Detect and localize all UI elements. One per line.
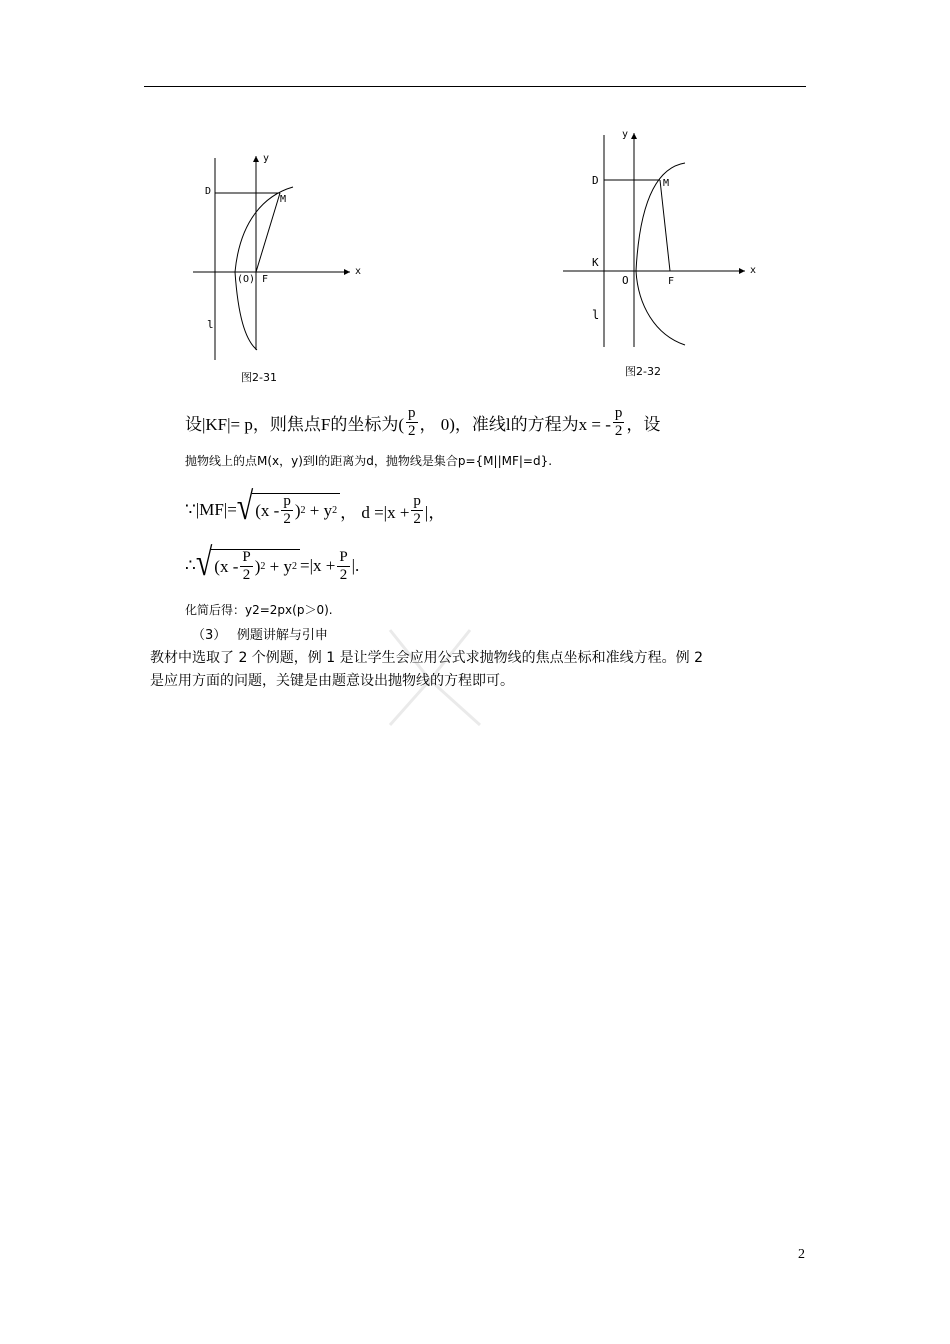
point-k-label: K [592, 256, 599, 269]
text-part: =|x + [299, 556, 336, 575]
distance-equation-line [185, 485, 446, 532]
y-axis-label: y [263, 153, 270, 164]
text-part: |， [424, 502, 446, 522]
x-axis-label: x [750, 265, 757, 276]
text-part: 设|KF|= p，则焦点F的坐标为( [185, 414, 404, 434]
point-d-label: D [592, 174, 599, 187]
origin-label: (O) [237, 274, 256, 285]
figure-caption: 图2-31 [241, 371, 277, 384]
directrix-label: l [592, 308, 600, 322]
text-part: ，设 [626, 414, 661, 434]
y-axis-label: y [622, 129, 629, 140]
point-m-label: M [663, 178, 670, 189]
point-f-label: F [668, 276, 675, 287]
directrix-label: l [207, 318, 214, 331]
text-part: |. [351, 556, 360, 575]
therefore-equation-line [185, 541, 360, 588]
point-d-label: D [205, 186, 212, 197]
x-axis-label: x [355, 266, 362, 277]
fraction-p-over-2: $\frac{p}{2}$ [614, 404, 623, 439]
figure-2-31-diagram [185, 150, 370, 390]
figure-2-32 [560, 125, 765, 385]
header-rule [144, 86, 806, 87]
body-paragraph [150, 647, 810, 693]
set-definition-line: 抛物线上的点M(x，y)到l的距离为d，抛物线是集合p={M||MF|=d}. [185, 454, 553, 468]
text-part: ， 0)，准线l的方程为x = - [419, 414, 611, 434]
simplified-result-line: 化简后得：y2=2px(p＞0). [185, 603, 333, 617]
figure-caption: 图2-32 [625, 365, 661, 378]
page-number: 2 [798, 1247, 805, 1262]
fraction-p-over-2: $\frac{p}{2}$ [408, 404, 416, 439]
point-f-label: F [262, 274, 269, 285]
text-part: ∵|MF|= [185, 500, 237, 519]
paragraph-line: 是应用方面的问题，关键是由题意设出抛物线的方程即可。 [150, 673, 514, 689]
fraction-p-over-2: $\frac{p}{2}$ [413, 492, 421, 527]
figure-2-32-diagram [560, 125, 765, 385]
square-root: √ (x - $\frac{P}{2}$ ) 2 + y 2 [196, 549, 300, 583]
text-part: ， d =|x + [340, 502, 410, 522]
focus-and-directrix-line [185, 402, 660, 442]
figure-2-31 [185, 150, 370, 390]
fraction-p-over-2: $\frac{P}{2}$ [339, 548, 348, 583]
text-part: ∴ [185, 556, 196, 575]
paragraph-line: 教材中选取了 2 个例题，例 1 是让学生会应用公式求抛物线的焦点坐标和准线方程。例 2 [150, 650, 703, 666]
origin-label: O [622, 274, 629, 287]
section-heading: （3） 例题讲解与引申 [192, 628, 328, 643]
point-m-label: M [280, 194, 287, 205]
square-root: √ (x - $\frac{p}{2}$ ) 2 + y 2 [237, 493, 340, 527]
